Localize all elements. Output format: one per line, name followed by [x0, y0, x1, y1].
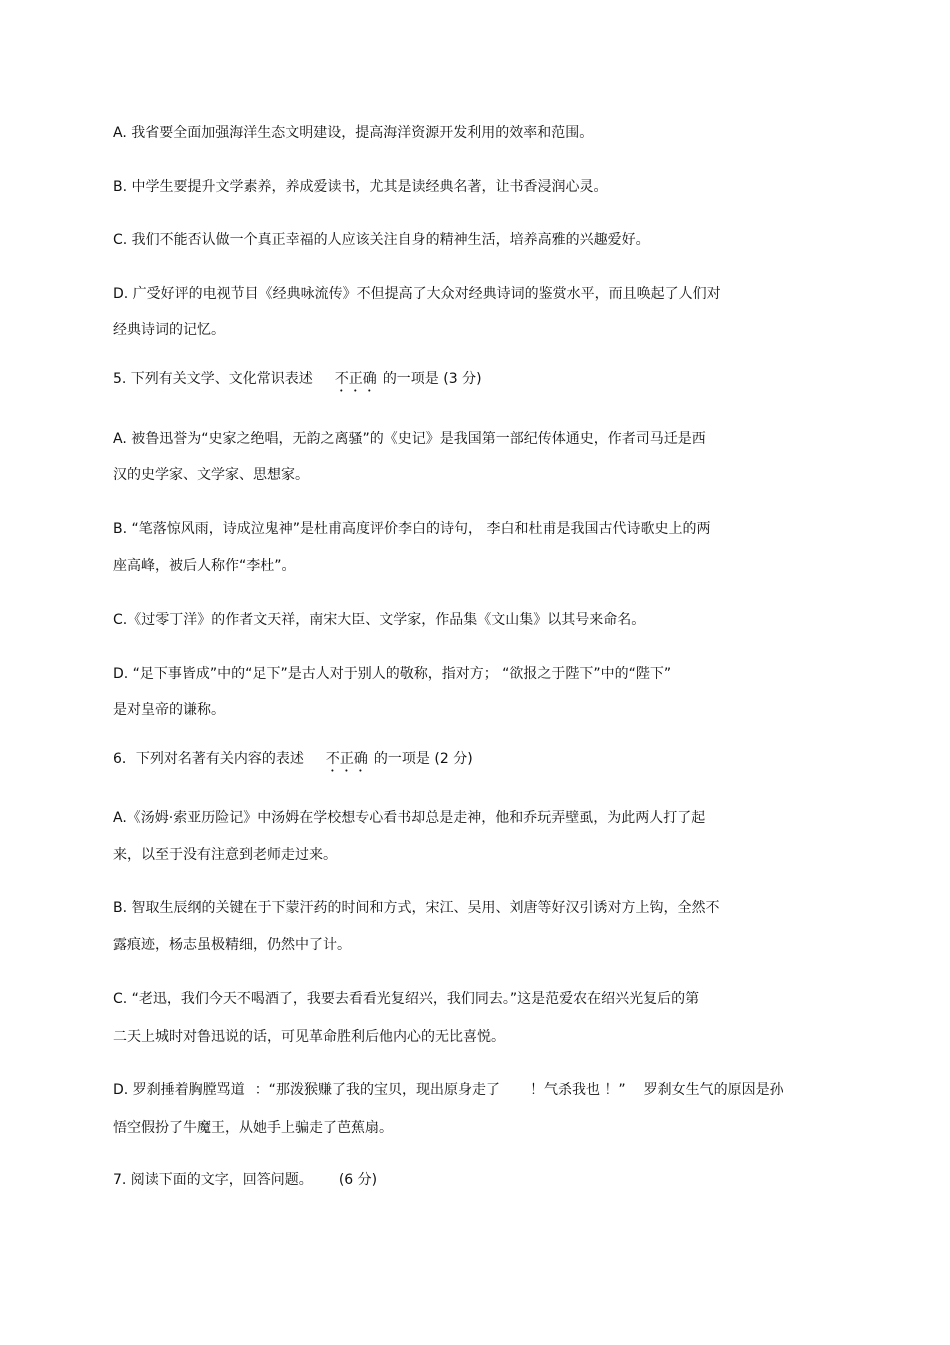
- q4-option-d-line1: D. 广受好评的电视节目《经典咏流传》不但提高了大众对经典诗词的鉴赏水平，而且唤起了人们对: [113, 286, 721, 302]
- q6-option-d-quote-a: ：“那泼猴赚了我的宝贝，现出原身走了: [254, 1082, 500, 1098]
- q6-stem: [113, 749, 473, 775]
- q6-option-a-line1: A.《汤姆·索亚历险记》中汤姆在学校想专心看书却总是走神，他和乔玩弄壁虱，为此两人打了起: [113, 810, 706, 826]
- q7-stem: [113, 1170, 377, 1190]
- q5-stem-emphasis: 不正确: [334, 371, 377, 387]
- q5-option-c: C.《过零丁洋》的作者文天祥，南宋大臣、文学家，作品集《文山集》以其号来命名。: [113, 612, 646, 628]
- q6-option-b-line1: B. 智取生辰纲的关键在于下蒙汗药的时间和方式，宋江、吴用、刘唐等好汉引诱对方上钩，全然不: [113, 900, 720, 916]
- q6-stem-emphasis: 不正确: [325, 751, 368, 767]
- q4-option-d-line2: 经典诗词的记忆。: [113, 322, 225, 338]
- q7-stem-text: 7. 阅读下面的文字，回答问题。: [113, 1172, 313, 1188]
- q5-option-d-line2: 是对皇帝的谦称。: [113, 702, 225, 718]
- q6-option-d-explanation: 罗刹女生气的原因是孙: [643, 1082, 784, 1098]
- q5-stem: [113, 369, 482, 395]
- q6-option-a-line2: 来，以至于没有注意到老师走过来。: [113, 847, 337, 863]
- q6-option-b-line2: 露痕迹，杨志虽极精细，仍然中了计。: [113, 937, 351, 953]
- q6-option-d-line1: [113, 1080, 784, 1100]
- q5-option-a-line2: 汉的史学家、文学家、思想家。: [113, 467, 309, 483]
- q5-stem-score: 的一项是 (3 分): [382, 371, 482, 387]
- q6-stem-score: 的一项是 (2 分): [373, 751, 473, 767]
- q6-stem-text: 6．下列对名著有关内容的表述: [113, 751, 304, 767]
- q6-option-d-line2: 悟空假扮了牛魔王，从她手上骗走了芭蕉扇。: [113, 1120, 393, 1136]
- q6-option-d-quote-b: ！气杀我也 ！”: [529, 1082, 626, 1098]
- q4-option-c: C. 我们不能否认做一个真正幸福的人应该关注自身的精神生活，培养高雅的兴趣爱好。: [113, 232, 650, 248]
- q5-option-b-line1: B. “笔落惊风雨，诗成泣鬼神”是杜甫高度评价李白的诗句， 李白和杜甫是我国古代诗歌史上的两: [113, 521, 711, 537]
- q6-option-c-line2: 二天上城时对鲁迅说的话，可见革命胜利后他内心的无比喜悦。: [113, 1029, 505, 1045]
- q6-option-d-intro: D. 罗刹捶着胸膛骂道: [113, 1082, 245, 1098]
- q5-stem-text: 5. 下列有关文学、文化常识表述: [113, 371, 313, 387]
- q7-stem-score: (6 分): [338, 1172, 378, 1188]
- q5-option-a-line1: A. 被鲁迅誉为“史家之绝唱，无韵之离骚”的《史记》是我国第一部纪传体通史，作者司马迁是西: [113, 431, 706, 447]
- q6-option-c-line1: C. “老迅，我们今天不喝酒了，我要去看看光复绍兴，我们同去。”这是范爱农在绍兴光复后的第: [113, 991, 700, 1007]
- q4-option-a: A. 我省要全面加强海洋生态文明建设，提高海洋资源开发利用的效率和范围。: [113, 125, 594, 141]
- q5-option-b-line2: 座高峰，被后人称作“李杜”。: [113, 558, 296, 574]
- q5-option-d-line1: D. “足下事皆成”中的“足下”是古人对于别人的敬称，指对方； “欲报之于陛下”中的“陛下”: [113, 666, 672, 682]
- q4-option-b: B. 中学生要提升文学素养，养成爱读书，尤其是读经典名著，让书香浸润心灵。: [113, 179, 608, 195]
